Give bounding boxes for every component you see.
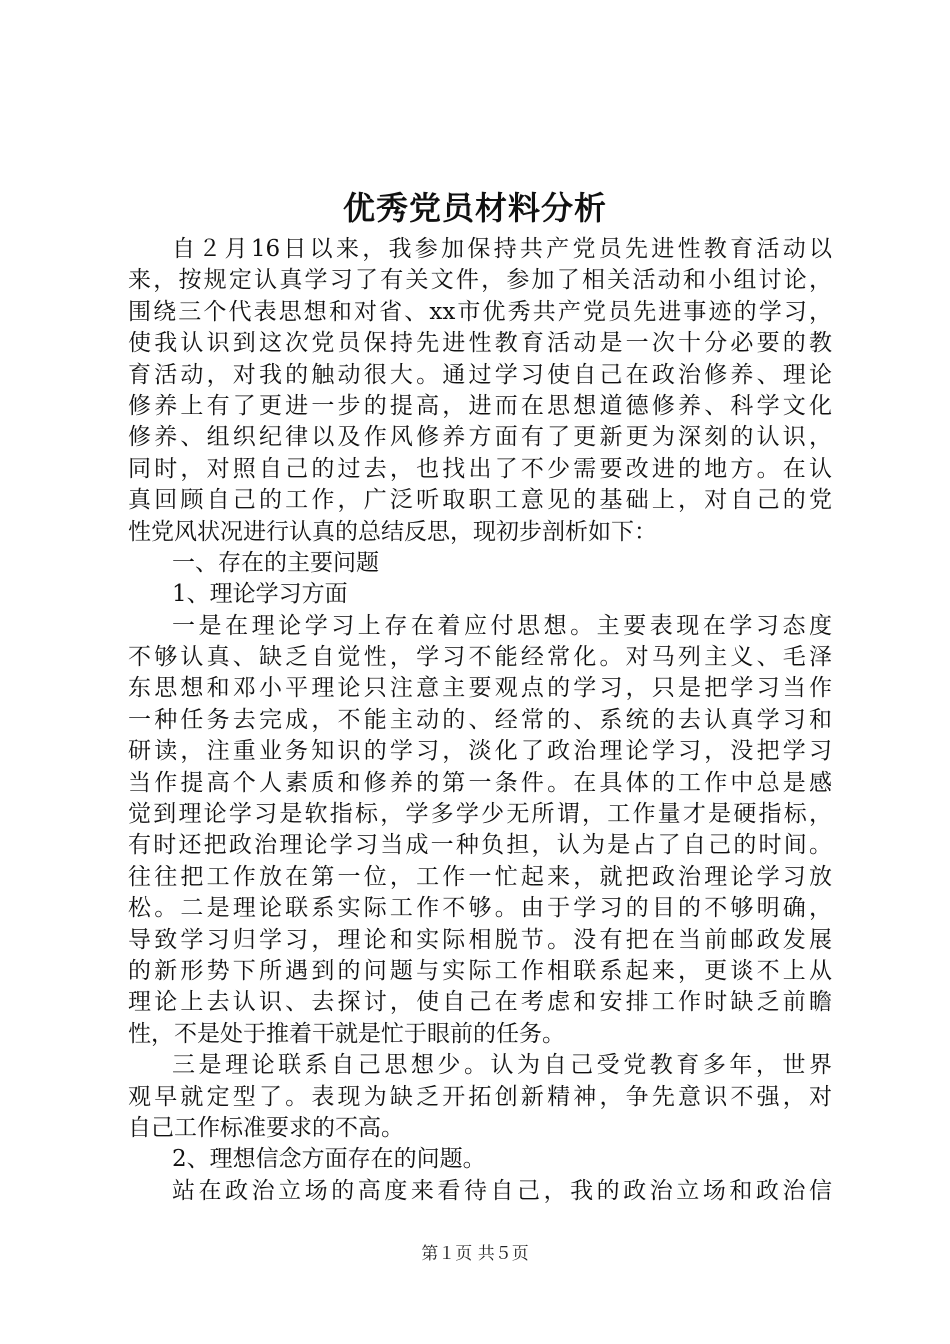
text-line: 往往把工作放在第一位，工作一忙起来，就把政治理论学习放 [128,863,832,890]
document-body [128,234,832,1207]
text-line: 来，按规定认真学习了有关文件，参加了相关活动和小组讨论， [128,267,832,294]
text-line: 不够认真、缺乏自觉性，学习不能经常化。对马列主义、毛泽 [128,644,832,671]
document-title: 优秀党员材料分析 [342,189,607,227]
text-line: 一是在理论学习上存在着应付思想。主要表现在学习态度 [172,612,832,639]
text-line: 同时，对照自己的过去，也找出了不少需要改进的地方。在认 [128,455,832,482]
section-heading: 一、存在的主要问题 [172,549,379,576]
text-line: 使我认识到这次党员保持先进性教育活动是一次十分必要的教 [128,330,832,357]
text-line: 当作提高个人素质和修养的第一条件。在具体的工作中总是感 [128,769,832,796]
subsection-heading: 2、理想信念方面存在的问题。 [172,1146,486,1173]
text-line: 觉到理论学习是软指标，学多学少无所谓，工作量才是硬指标， [128,801,832,828]
text-line: 性党风状况进行认真的总结反思，现初步剖析如下： [128,518,657,545]
text-line: 性，不是处于推着干就是忙于眼前的任务。 [128,1020,565,1047]
text-line: 有时还把政治理论学习当成一种负担，认为是占了自己的时间。 [128,832,832,859]
text-line: 三是理论联系自己思想少。认为自己受党教育多年，世界 [172,1052,832,1079]
text-line: 东思想和邓小平理论只注意主要观点的学习，只是把学习当作 [128,675,832,702]
text-line: 研读，注重业务知识的学习，淡化了政治理论学习，没把学习 [128,738,832,765]
text-line: 导致学习归学习，理论和实际相脱节。没有把在当前邮政发展 [128,926,832,953]
text-line: 松。二是理论联系实际工作不够。由于学习的目的不够明确， [128,895,832,922]
text-line: 育活动，对我的触动很大。通过学习使自己在政治修养、理论 [128,361,832,388]
text-line: 站在政治立场的高度来看待自己，我的政治立场和政治信 [172,1177,832,1204]
text-line: 自己工作标准要求的不高。 [128,1114,404,1141]
text-line: 修养上有了更进一步的提高，进而在思想道德修养、科学文化 [128,392,832,419]
text-line: 一种任务去完成，不能主动的、经常的、系统的去认真学习和 [128,706,832,733]
subsection-heading: 1、理论学习方面 [172,581,348,608]
text-line: 理论上去认识、去探讨，使自己在考虑和安排工作时缺乏前瞻 [128,989,832,1016]
text-line: 修养、组织纪律以及作风修养方面有了更新更为深刻的认识， [128,424,832,451]
text-line: 围绕三个代表思想和对省、xx市优秀共产党员先进事迹的学习， [128,298,832,325]
text-line: 真回顾自己的工作，广泛听取职工意见的基础上，对自己的党 [128,487,832,514]
text-line: 观早就定型了。表现为缺乏开拓创新精神，争先意识不强，对 [128,1083,832,1110]
text-line: 自２月16日以来，我参加保持共产党员先进性教育活动以 [172,236,832,262]
page-number: 第１页 共５页 [421,1244,529,1264]
text-line: 的新形势下所遇到的问题与实际工作相联系起来，更谈不上从 [128,957,832,984]
